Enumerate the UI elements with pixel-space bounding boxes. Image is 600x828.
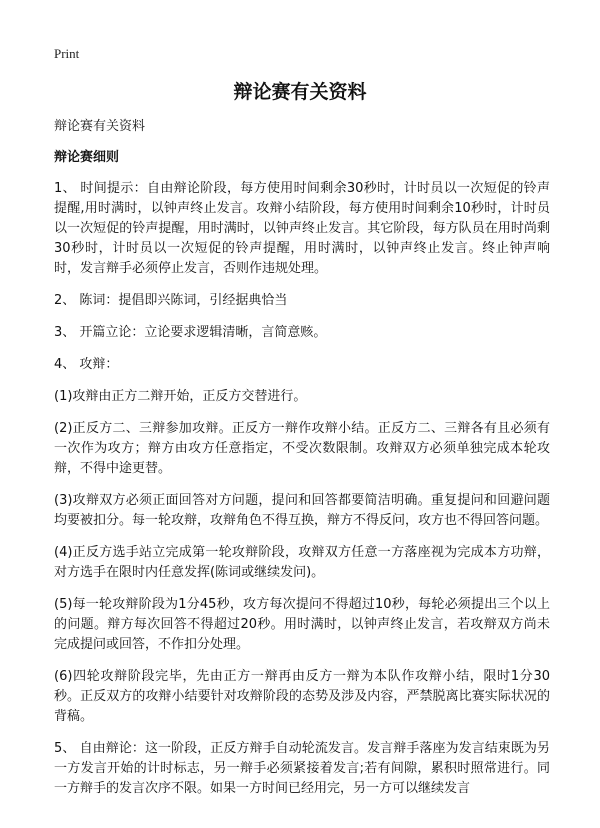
paragraph-cross-examination-heading: 4、 攻辩： [54,357,119,372]
paragraph-rule-5: (5)每一轮攻辩阶段为1分45秒，攻方每次提问不得超过10秒，每轮必须提出三个以上的问题。辩方每次回答不得超过20秒。用时满时，以钟声终止发言，若攻辩双方尚未完成提问或回答，不作扣分处理。 [54,597,550,652]
print-link[interactable]: Print [54,46,80,61]
paragraph-opening-argument: 3、 开篇立论：立论要求逻辑清晰，言简意赅。 [54,325,327,340]
document-title: 辩论赛有关资料 [233,81,367,103]
paragraph-rule-2: (2)正反方二、三辩参加攻辩。正反方一辩作攻辩小结。正反方二、三辩各有且必须有一次作为攻方；辩方由攻方任意指定，不受次数限制。攻辩双方必须单独完成本轮攻辩，不得中途更替。 [54,421,550,476]
document-subtitle: 辩论赛有关资料 [54,119,146,134]
paragraph-time-reminder: 1、 时间提示：自由辩论阶段，每方使用时间剩余30秒时，计时员以一次短促的铃声提醒,用时满时，以钟声终止发言。攻辩小结阶段，每方使用时间剩余10秒时，计时员以一次短促的铃声提醒，用时满时，以钟声终止发言。其它阶段，每方队员在用时尚剩30秒时，计时员以一次短促的铃声提醒，用时满时，以钟声终止发言。终止钟声响时，发言辩手必须停止发言，否则作违规处理。 [54,181,550,276]
paragraph-rule-1: (1)攻辩由正方二辩开始，正反方交替进行。 [54,389,307,404]
section-heading: 辩论赛细则 [54,150,120,165]
paragraph-statement: 2、 陈词：提倡即兴陈词，引经据典恰当 [54,293,288,308]
document-body [54,117,550,811]
paragraph-free-debate: 5、 自由辩论：这一阶段，正反方辩手自动轮流发言。发言辩手落座为发言结束既为另一方发言开始的计时标志，另一辩手必须紧接着发言;若有间隙，累积时照常进行。同一方辩手的发言次序不限。如果一方时间已经用完，另一方可以继续发言 [54,741,550,796]
paragraph-rule-3: (3)攻辩双方必须正面回答对方问题，提问和回答都要简洁明确。重复提问和回避问题均要被扣分。每一轮攻辩，攻辩角色不得互换，辩方不得反问，攻方也不得回答问题。 [54,493,550,528]
paragraph-rule-6: (6)四轮攻辩阶段完毕，先由正方一辩再由反方一辩为本队作攻辩小结，限时1分30秒。正反双方的攻辩小结要针对攻辩阶段的态势及涉及内容，严禁脱离比赛实际状况的背稿。 [54,669,550,724]
paragraph-rule-4: (4)正反方选手站立完成第一轮攻辩阶段，攻辩双方任意一方落座视为完成本方功辩，对方选手在限时内任意发挥(陈词或继续发问)。 [54,545,550,580]
